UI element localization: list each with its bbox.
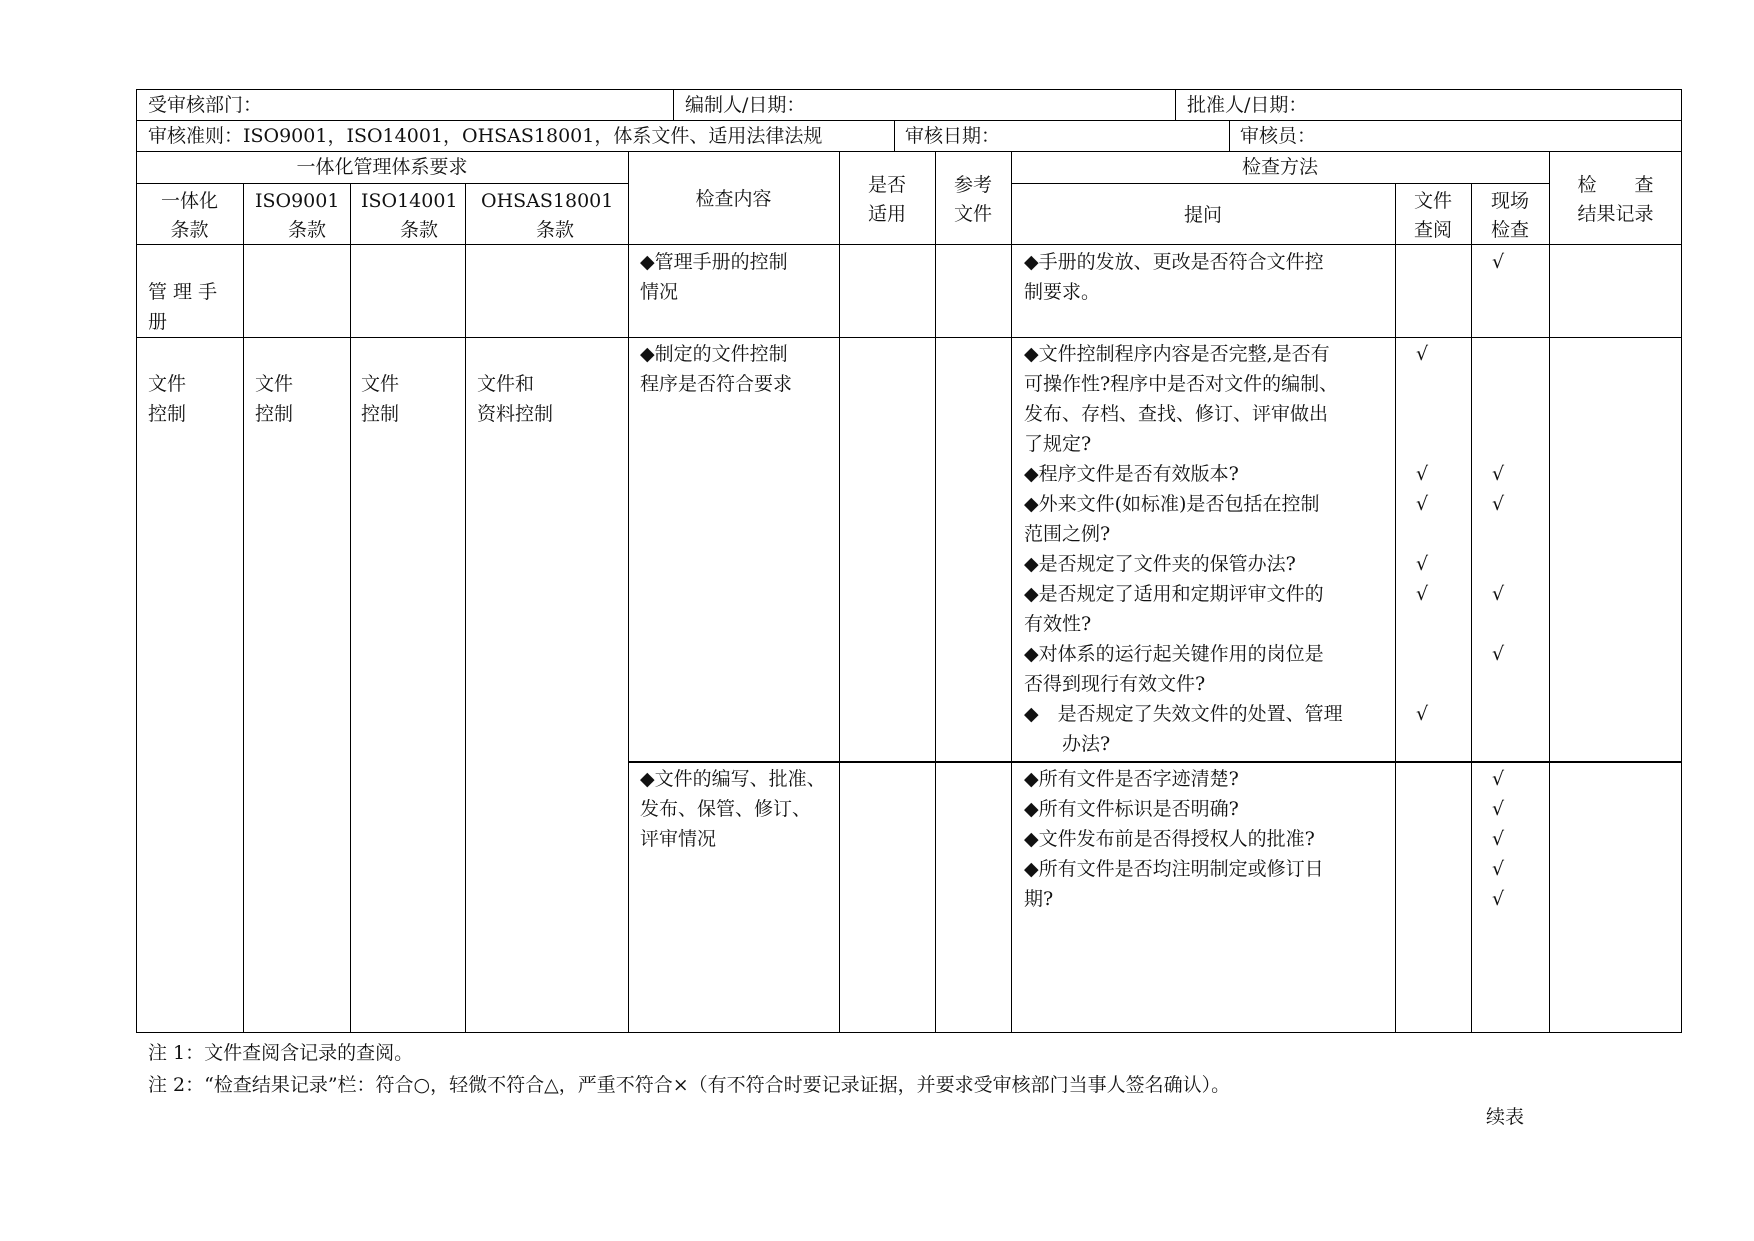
question-line: ◆所有文件标识是否明确? <box>1024 798 1239 820</box>
cell-line: 控制 <box>255 403 294 425</box>
col-header-doc-review-sub: 查阅 <box>1413 219 1452 241</box>
doc-review-mark: √ <box>1415 703 1429 725</box>
site-check-mark: √ <box>1491 643 1505 665</box>
col-header-check-method: 检查方法 <box>1241 156 1318 178</box>
col-divider <box>1549 151 1550 1033</box>
site-check-mark: √ <box>1491 493 1505 515</box>
row2-question-7 <box>1024 699 1343 759</box>
auditor-label: 审核员： <box>1240 125 1317 147</box>
note-2: 注 2：“检查结果记录”栏：符合○，轻微不符合△，严重不符合×（有不符合时要记录证据，并要求受审核部门当事人签名确认）。 <box>148 1074 1231 1096</box>
row1-check-content <box>640 247 788 307</box>
cell-line: 文件 <box>361 373 400 395</box>
note-1: 注 1：文件查阅含记录的查阅。 <box>148 1042 414 1064</box>
question-line: ◆文件发布前是否得授权人的批准? <box>1024 828 1315 850</box>
row2-check-content <box>640 339 792 399</box>
question-line: ◆所有文件是否字迹清楚? <box>1024 768 1239 790</box>
col-header-iso14001: ISO14001 <box>361 190 458 212</box>
col-divider <box>1395 183 1396 1033</box>
question-line: ◆所有文件是否均注明制定或修订日 <box>1024 858 1324 880</box>
col-header-applicable-sub: 适用 <box>867 203 906 225</box>
site-check-mark: √ <box>1491 798 1505 820</box>
col-header-result: 检 查 <box>1577 174 1654 196</box>
col-divider <box>1175 89 1176 120</box>
cell-line: 文件 <box>148 373 187 395</box>
row2-question-6 <box>1024 639 1324 699</box>
col-header-iso9001: ISO9001 <box>255 190 340 212</box>
col-divider <box>894 120 895 151</box>
col-header-ohsas18001: OHSAS18001 <box>481 190 614 212</box>
row3-question-4 <box>1024 854 1324 914</box>
col-header-doc-review: 文件 <box>1413 190 1452 212</box>
col-divider <box>1471 183 1472 1033</box>
row3-question-3 <box>1024 824 1315 854</box>
approver-date-label: 批准人/日期： <box>1187 94 1308 116</box>
row2-question-5 <box>1024 579 1324 639</box>
audit-date-label: 审核日期： <box>905 125 1001 147</box>
cell-line: 资料控制 <box>477 403 554 425</box>
col-divider <box>673 89 674 120</box>
col-header-site-check: 现场 <box>1490 190 1529 212</box>
site-check-mark: √ <box>1491 251 1505 273</box>
question-line: 期? <box>1024 888 1054 910</box>
cell-line: ◆管理手册的控制 <box>640 251 788 273</box>
doc-review-mark: √ <box>1415 583 1429 605</box>
question-line: ◆ 是否规定了失效文件的处置、管理 <box>1024 703 1343 725</box>
row2-integrated-clause <box>148 369 186 429</box>
col-header-reference: 参考 <box>953 174 992 196</box>
col-divider <box>350 183 351 1033</box>
row2-question-3 <box>1024 489 1319 549</box>
row3-check-content <box>640 764 826 854</box>
col-divider <box>465 183 466 1033</box>
site-check-mark: √ <box>1491 828 1505 850</box>
question-line: ◆手册的发放、更改是否符合文件控 <box>1024 251 1324 273</box>
question-line: 否得到现行有效文件? <box>1024 673 1206 695</box>
doc-review-mark: √ <box>1415 463 1429 485</box>
col-header-integrated-sub: 条款 <box>170 219 209 241</box>
row2-question-1 <box>1024 339 1338 459</box>
cell-line: ◆文件的编写、批准、 <box>640 768 826 790</box>
col-header-integrated: 一体化 <box>160 190 218 212</box>
cell-line: 文件和 <box>477 373 535 395</box>
doc-review-mark: √ <box>1415 343 1429 365</box>
question-line: 范围之例? <box>1024 523 1111 545</box>
doc-review-mark: √ <box>1415 493 1429 515</box>
site-check-mark: √ <box>1491 858 1505 880</box>
cell-line: 发布、保管、修订、 <box>640 798 812 820</box>
col-header-requirements: 一体化管理体系要求 <box>296 156 468 178</box>
col-header-reference-sub: 文件 <box>953 203 992 225</box>
question-line: ◆对体系的运行起关键作用的岗位是 <box>1024 643 1324 665</box>
question-line: 有效性? <box>1024 613 1092 635</box>
doc-review-mark: √ <box>1415 553 1429 575</box>
question-line: 可操作性?程序中是否对文件的编制、 <box>1024 373 1339 395</box>
col-header-result-sub: 结果记录 <box>1577 203 1654 225</box>
editor-date-label: 编制人/日期： <box>685 94 806 116</box>
cell-line: 评审情况 <box>640 828 717 850</box>
col-header-question: 提问 <box>1183 204 1222 226</box>
row-divider <box>136 183 628 184</box>
question-line: ◆文件控制程序内容是否完整,是否有 <box>1024 343 1330 365</box>
row-divider <box>136 337 1682 338</box>
col-divider <box>628 151 629 1033</box>
cell-line: 控制 <box>361 403 400 425</box>
col-divider <box>935 151 936 1033</box>
cell-line: 控制 <box>148 403 187 425</box>
site-check-mark: √ <box>1491 583 1505 605</box>
row2-question-2 <box>1024 459 1239 489</box>
cell-line: ◆制定的文件控制 <box>640 343 788 365</box>
col-header-site-check-sub: 检查 <box>1490 219 1529 241</box>
col-header-check-content: 检查内容 <box>695 188 772 210</box>
cell-line: 管 理 手 <box>148 281 218 303</box>
col-header-ohsas18001-sub: 条款 <box>536 219 575 241</box>
row2-iso14001-clause <box>361 369 399 429</box>
col-header-applicable: 是否 <box>867 174 906 196</box>
site-check-mark: √ <box>1491 768 1505 790</box>
row3-question-2 <box>1024 794 1239 824</box>
question-line: 发布、存档、查找、修订、评审做出 <box>1024 403 1329 425</box>
question-line: 了规定? <box>1024 433 1092 455</box>
question-line: ◆程序文件是否有效版本? <box>1024 463 1239 485</box>
question-line: ◆是否规定了适用和定期评审文件的 <box>1024 583 1324 605</box>
cell-line: 文件 <box>255 373 294 395</box>
dept-label: 受审核部门： <box>148 94 263 116</box>
row1-integrated-clause <box>148 277 217 337</box>
col-divider <box>243 183 244 1033</box>
question-line: ◆外来文件(如标准)是否包括在控制 <box>1024 493 1320 515</box>
row-divider <box>628 761 1682 763</box>
cell-line: 程序是否符合要求 <box>640 373 793 395</box>
col-header-iso14001-sub: 条款 <box>400 219 439 241</box>
site-check-mark: √ <box>1491 463 1505 485</box>
row2-iso9001-clause <box>255 369 293 429</box>
row2-ohsas18001-clause <box>477 369 553 429</box>
question-line: 办法? <box>1024 733 1111 755</box>
question-line: ◆是否规定了文件夹的保管办法? <box>1024 553 1296 575</box>
row2-question-4 <box>1024 549 1296 579</box>
cell-line: 情况 <box>640 281 679 303</box>
site-check-mark: √ <box>1491 888 1505 910</box>
col-divider <box>1011 151 1012 1033</box>
question-line: 制要求。 <box>1024 281 1101 303</box>
cell-line: 册 <box>148 311 168 333</box>
col-divider <box>839 151 840 1033</box>
audit-criteria-label: 审核准则：ISO9001，ISO14001，OHSAS18001，体系文件、适用法律法规 <box>148 125 823 147</box>
row-divider <box>1011 183 1549 184</box>
col-divider <box>1229 120 1230 151</box>
continued-label: 续表 <box>1486 1106 1525 1128</box>
row3-question-1 <box>1024 764 1239 794</box>
col-header-iso9001-sub: 条款 <box>288 219 327 241</box>
row1-question-1 <box>1024 247 1324 307</box>
